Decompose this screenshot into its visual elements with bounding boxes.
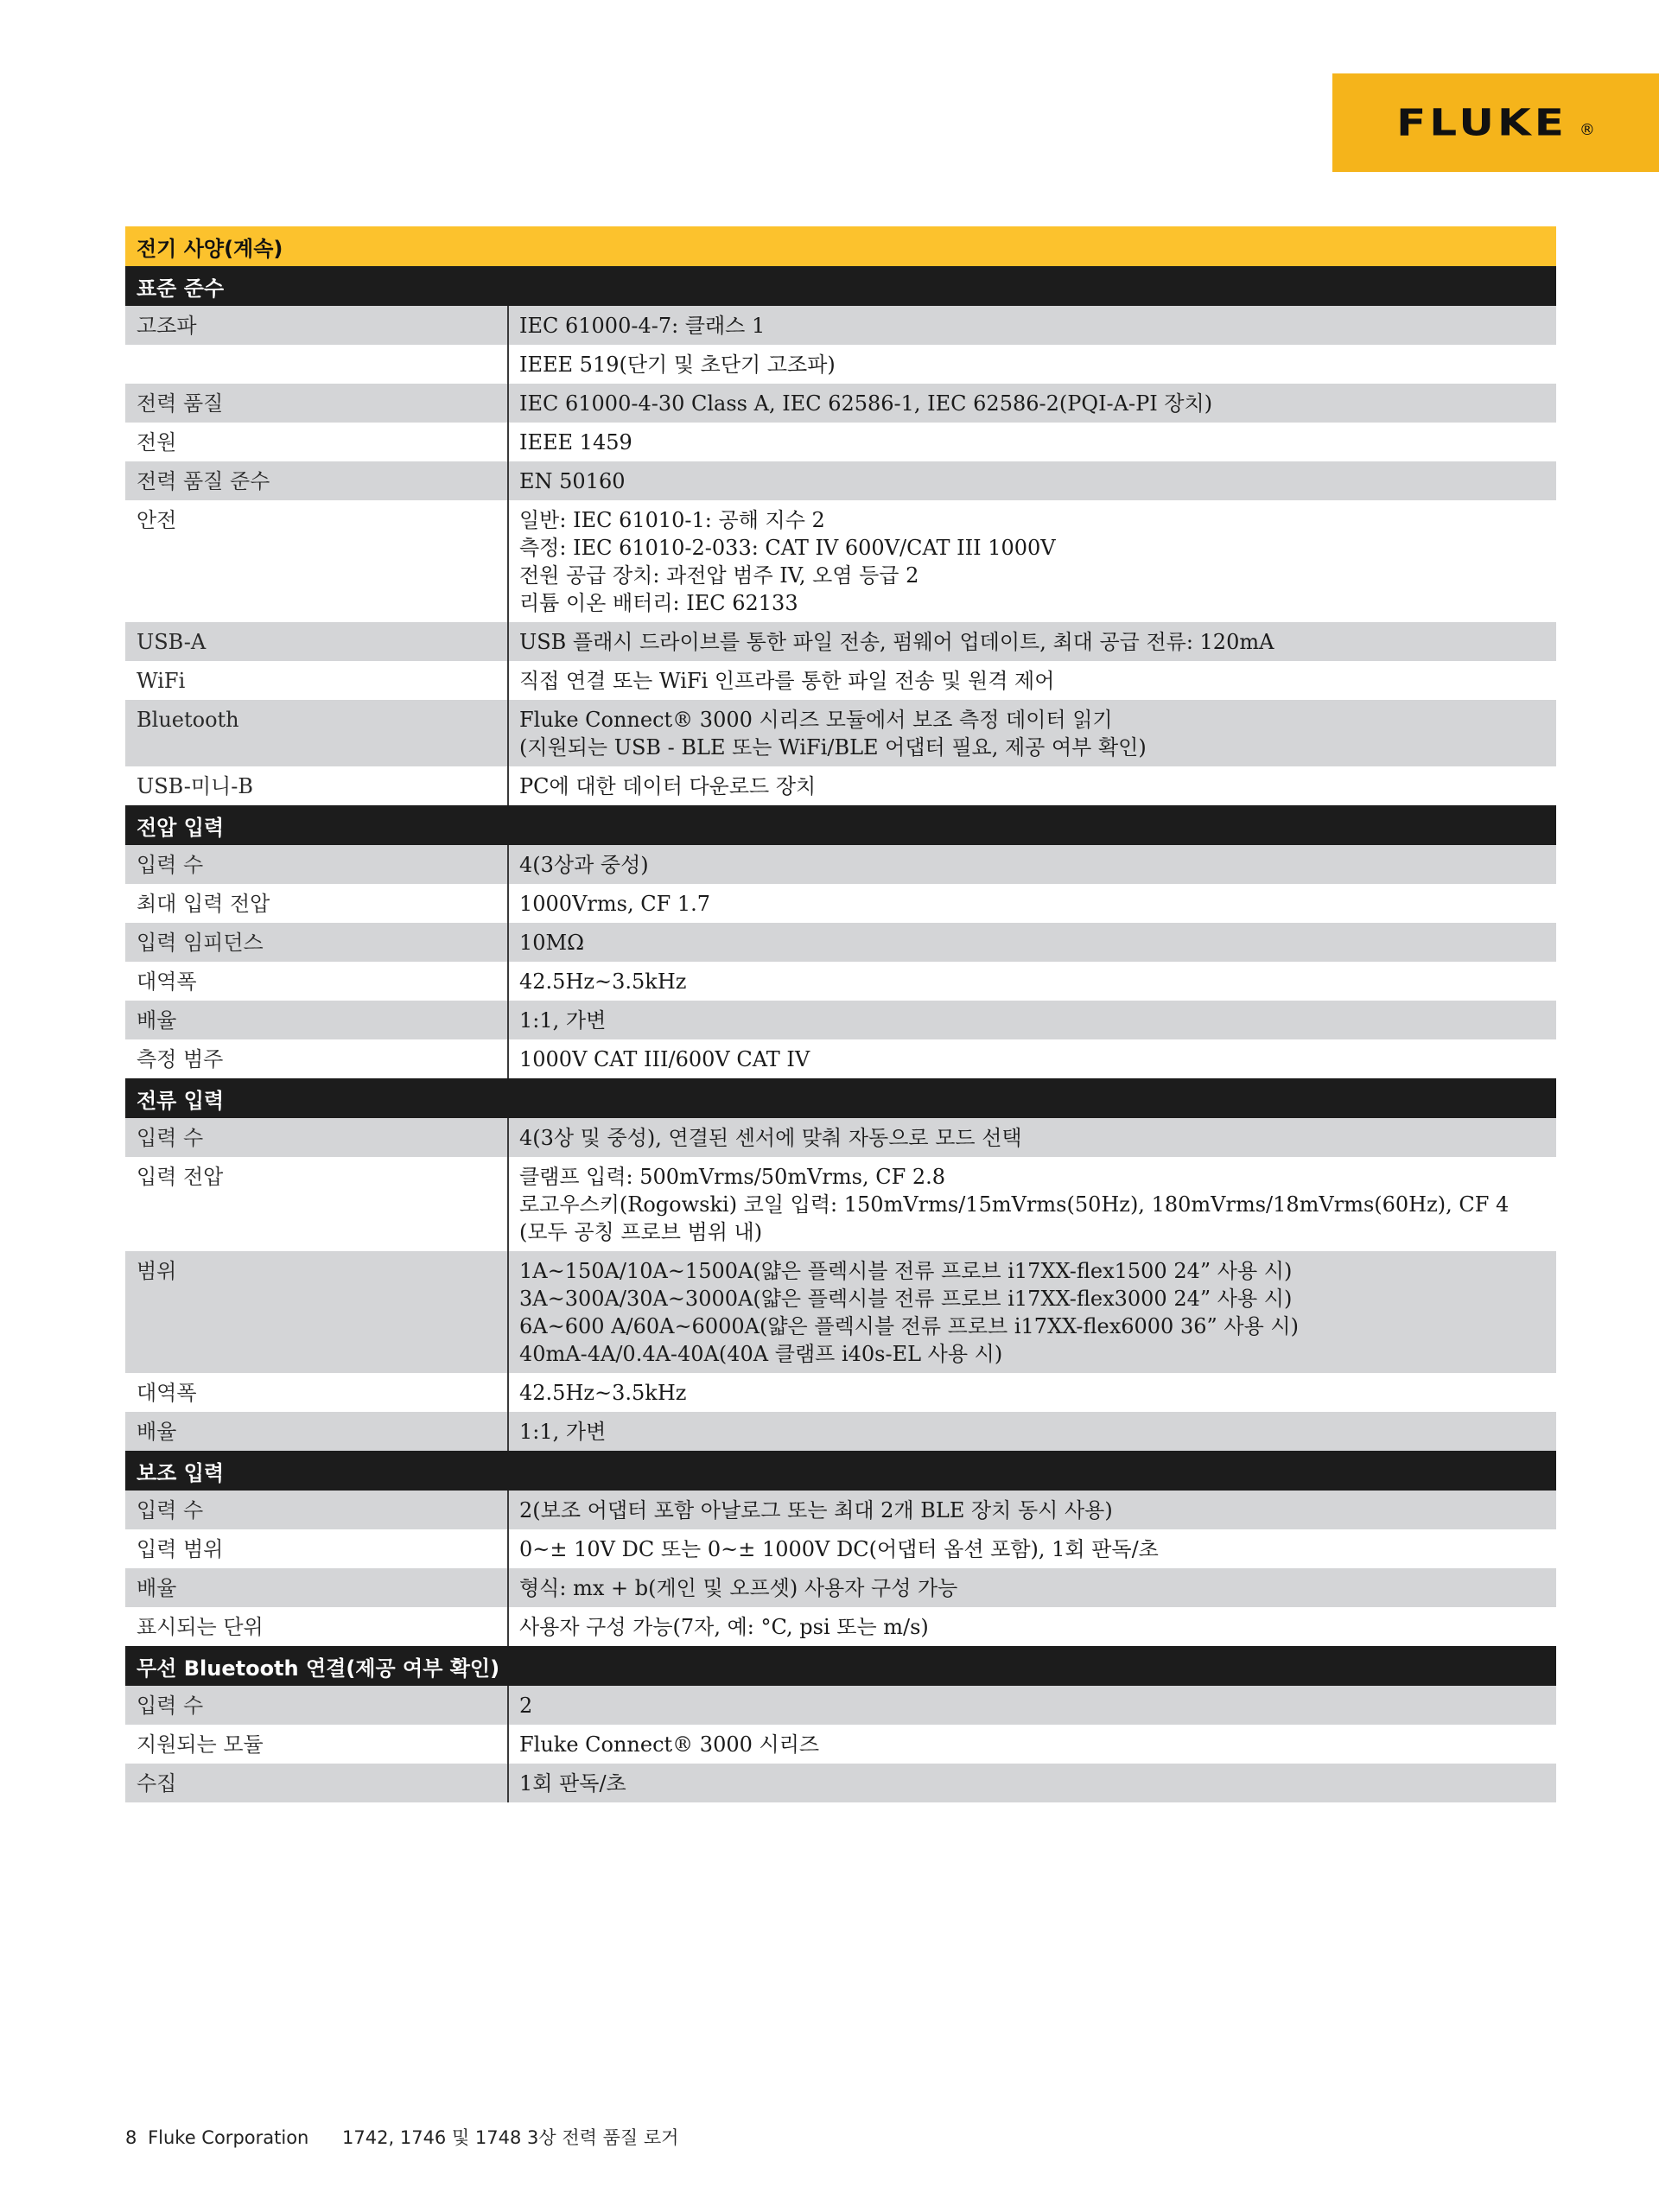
spec-value-line: (지원되는 USB - BLE 또는 WiFi/BLE 어댑터 필요, 제공 여부 확인)	[519, 735, 1147, 760]
spec-label: 대역폭	[125, 1373, 509, 1412]
spec-value-line: 1:1, 가변	[519, 1420, 607, 1444]
spec-value-line: 42.5Hz~3.5kHz	[519, 1381, 687, 1405]
spec-row	[125, 1607, 1556, 1646]
spec-row	[125, 1764, 1556, 1802]
spec-label: USB-미니-B	[125, 766, 509, 805]
spec-label: 지원되는 모듈	[125, 1725, 509, 1764]
spec-row	[125, 766, 1556, 805]
spec-value-line: (모두 공칭 프로브 범위 내)	[519, 1220, 763, 1244]
spec-row	[125, 962, 1556, 1001]
spec-label: 입력 범위	[125, 1529, 509, 1568]
spec-value	[509, 306, 1556, 345]
spec-value-line: 4(3상과 중성)	[519, 853, 649, 877]
spec-label: 대역폭	[125, 962, 509, 1001]
spec-label: 배율	[125, 1568, 509, 1607]
spec-value-line: 측정: IEC 61010-2-033: CAT IV 600V/CAT III 1000V	[519, 536, 1056, 560]
spec-value-line: 0~± 10V DC 또는 0~± 1000V DC(어댑터 옵션 포함), 1회 판독/초	[519, 1537, 1159, 1561]
footer-company: Fluke Corporation	[148, 2127, 309, 2148]
page-title: 전기 사양(계속)	[125, 226, 1556, 266]
spec-row	[125, 622, 1556, 661]
spec-label: 전력 품질 준수	[125, 461, 509, 500]
spec-label: 측정 범주	[125, 1039, 509, 1078]
spec-value	[509, 1607, 1556, 1646]
spec-row	[125, 1039, 1556, 1078]
spec-row	[125, 1373, 1556, 1412]
spec-value	[509, 884, 1556, 923]
spec-label: USB-A	[125, 622, 509, 661]
spec-value	[509, 1725, 1556, 1764]
spec-value	[509, 1251, 1556, 1373]
spec-value-line: 리튬 이온 배터리: IEC 62133	[519, 591, 798, 615]
spec-row	[125, 1491, 1556, 1529]
spec-label: 입력 수	[125, 1491, 509, 1529]
logo-registered-mark: ®	[1579, 120, 1595, 139]
spec-value	[509, 500, 1556, 622]
spec-value	[509, 345, 1556, 384]
spec-value-line: EN 50160	[519, 469, 626, 493]
spec-label: 범위	[125, 1251, 509, 1373]
fluke-logo	[1332, 73, 1659, 172]
spec-row	[125, 500, 1556, 622]
spec-value-line: 42.5Hz~3.5kHz	[519, 969, 687, 994]
spec-row	[125, 1725, 1556, 1764]
spec-value-line: 전원 공급 장치: 과전압 범주 IV, 오염 등급 2	[519, 563, 919, 588]
spec-row	[125, 1686, 1556, 1725]
spec-label: 입력 수	[125, 845, 509, 884]
spec-label: 안전	[125, 500, 509, 622]
spec-value-line: IEEE 519(단기 및 초단기 고조파)	[519, 353, 836, 377]
spec-value-line: 1회 판독/초	[519, 1771, 626, 1796]
spec-row	[125, 1529, 1556, 1568]
spec-value-line: PC에 대한 데이터 다운로드 장치	[519, 774, 817, 798]
spec-value-line: 2(보조 어댑터 포함 아날로그 또는 최대 2개 BLE 장치 동시 사용)	[519, 1498, 1113, 1522]
spec-row	[125, 1157, 1556, 1251]
spec-value	[509, 1118, 1556, 1157]
spec-label: 수집	[125, 1764, 509, 1802]
spec-value	[509, 622, 1556, 661]
spec-row	[125, 461, 1556, 500]
spec-value	[509, 1373, 1556, 1412]
spec-table	[125, 226, 1556, 1802]
spec-row	[125, 700, 1556, 766]
spec-value	[509, 461, 1556, 500]
spec-value-line: 1A~150A/10A~1500A(얇은 플렉시블 전류 프로브 i17XX-flex1500 24” 사용 시)	[519, 1259, 1293, 1283]
spec-value-line: USB 플래시 드라이브를 통한 파일 전송, 펌웨어 업데이트, 최대 공급 전류: 120mA	[519, 630, 1274, 654]
spec-label: 배율	[125, 1412, 509, 1451]
spec-label: 입력 수	[125, 1118, 509, 1157]
spec-row	[125, 1251, 1556, 1373]
section-header: 표준 준수	[125, 266, 1556, 306]
spec-label: 최대 입력 전압	[125, 884, 509, 923]
spec-value-line: 40mA-4A/0.4A-40A(40A 클램프 i40s-EL 사용 시)	[519, 1342, 1003, 1366]
spec-value	[509, 1529, 1556, 1568]
spec-value	[509, 384, 1556, 423]
spec-value-line: 3A~300A/30A~3000A(얇은 플렉시블 전류 프로브 i17XX-flex3000 24” 사용 시)	[519, 1287, 1293, 1311]
spec-label: 전력 품질	[125, 384, 509, 423]
footer	[125, 2124, 683, 2150]
section-header: 무선 Bluetooth 연결(제공 여부 확인)	[125, 1646, 1556, 1686]
spec-value-line: Fluke Connect® 3000 시리즈	[519, 1732, 820, 1757]
spec-value	[509, 845, 1556, 884]
spec-label: 입력 전압	[125, 1157, 509, 1251]
spec-row	[125, 661, 1556, 700]
spec-value-line: 사용자 구성 가능(7자, 예: °C, psi 또는 m/s)	[519, 1615, 929, 1639]
section-header: 전류 입력	[125, 1078, 1556, 1118]
spec-label: 고조파	[125, 306, 509, 345]
spec-label	[125, 345, 509, 384]
spec-row	[125, 884, 1556, 923]
spec-value	[509, 1764, 1556, 1802]
spec-value-line: 4(3상 및 중성), 연결된 센서에 맞춰 자동으로 모드 선택	[519, 1126, 1022, 1150]
spec-row	[125, 1412, 1556, 1451]
spec-value	[509, 1412, 1556, 1451]
spec-label: 전원	[125, 423, 509, 461]
spec-value	[509, 700, 1556, 766]
spec-label: WiFi	[125, 661, 509, 700]
spec-row	[125, 1568, 1556, 1607]
footer-page-number: 8	[125, 2127, 137, 2148]
spec-value	[509, 1039, 1556, 1078]
spec-label: 입력 임피던스	[125, 923, 509, 962]
spec-value	[509, 923, 1556, 962]
spec-value-line: 1000V CAT III/600V CAT IV	[519, 1047, 810, 1071]
spec-value-line: 형식: mx + b(게인 및 오프셋) 사용자 구성 가능	[519, 1576, 958, 1600]
logo-text: FLUKE	[1396, 101, 1567, 144]
spec-value	[509, 1491, 1556, 1529]
section-header: 전압 입력	[125, 805, 1556, 845]
spec-row	[125, 423, 1556, 461]
spec-value	[509, 423, 1556, 461]
spec-value	[509, 661, 1556, 700]
spec-value-line: 1000Vrms, CF 1.7	[519, 892, 711, 916]
spec-value	[509, 766, 1556, 805]
section-header: 보조 입력	[125, 1451, 1556, 1491]
spec-value-line: Fluke Connect® 3000 시리즈 모듈에서 보조 측정 데이터 읽기	[519, 708, 1113, 732]
spec-label: Bluetooth	[125, 700, 509, 766]
spec-value	[509, 1568, 1556, 1607]
spec-value-line: 10MΩ	[519, 931, 585, 955]
spec-value	[509, 1686, 1556, 1725]
footer-document-title: 1742, 1746 및 1748 3상 전력 품질 로거	[342, 2127, 679, 2148]
spec-row	[125, 845, 1556, 884]
spec-value-line: 로고우스키(Rogowski) 코일 입력: 150mVrms/15mVrms(50Hz), 180mVrms/18mVrms(60Hz), CF 4	[519, 1192, 1510, 1217]
spec-row	[125, 1001, 1556, 1039]
spec-value-line: 6A~600 A/60A~6000A(얇은 플렉시블 전류 프로브 i17XX-flex6000 36” 사용 시)	[519, 1314, 1299, 1338]
spec-value-line: 클램프 입력: 500mVrms/50mVrms, CF 2.8	[519, 1165, 946, 1189]
spec-value-line: 일반: IEC 61010-1: 공해 지수 2	[519, 508, 825, 532]
spec-value-line: 직접 연결 또는 WiFi 인프라를 통한 파일 전송 및 원격 제어	[519, 669, 1055, 693]
spec-row	[125, 923, 1556, 962]
spec-label: 입력 수	[125, 1686, 509, 1725]
spec-value-line: IEC 61000-4-7: 클래스 1	[519, 314, 766, 338]
spec-value	[509, 1157, 1556, 1251]
spec-label: 배율	[125, 1001, 509, 1039]
spec-value-line: IEEE 1459	[519, 430, 632, 454]
spec-value-line: 2	[519, 1694, 533, 1718]
spec-row	[125, 384, 1556, 423]
spec-value-line: 1:1, 가변	[519, 1008, 607, 1033]
spec-value-line: IEC 61000-4-30 Class A, IEC 62586-1, IEC 62586-2(PQI-A-PI 장치)	[519, 391, 1213, 416]
spec-value	[509, 1001, 1556, 1039]
spec-row	[125, 1118, 1556, 1157]
spec-value	[509, 962, 1556, 1001]
spec-label: 표시되는 단위	[125, 1607, 509, 1646]
spec-row	[125, 345, 1556, 384]
spec-row	[125, 306, 1556, 345]
